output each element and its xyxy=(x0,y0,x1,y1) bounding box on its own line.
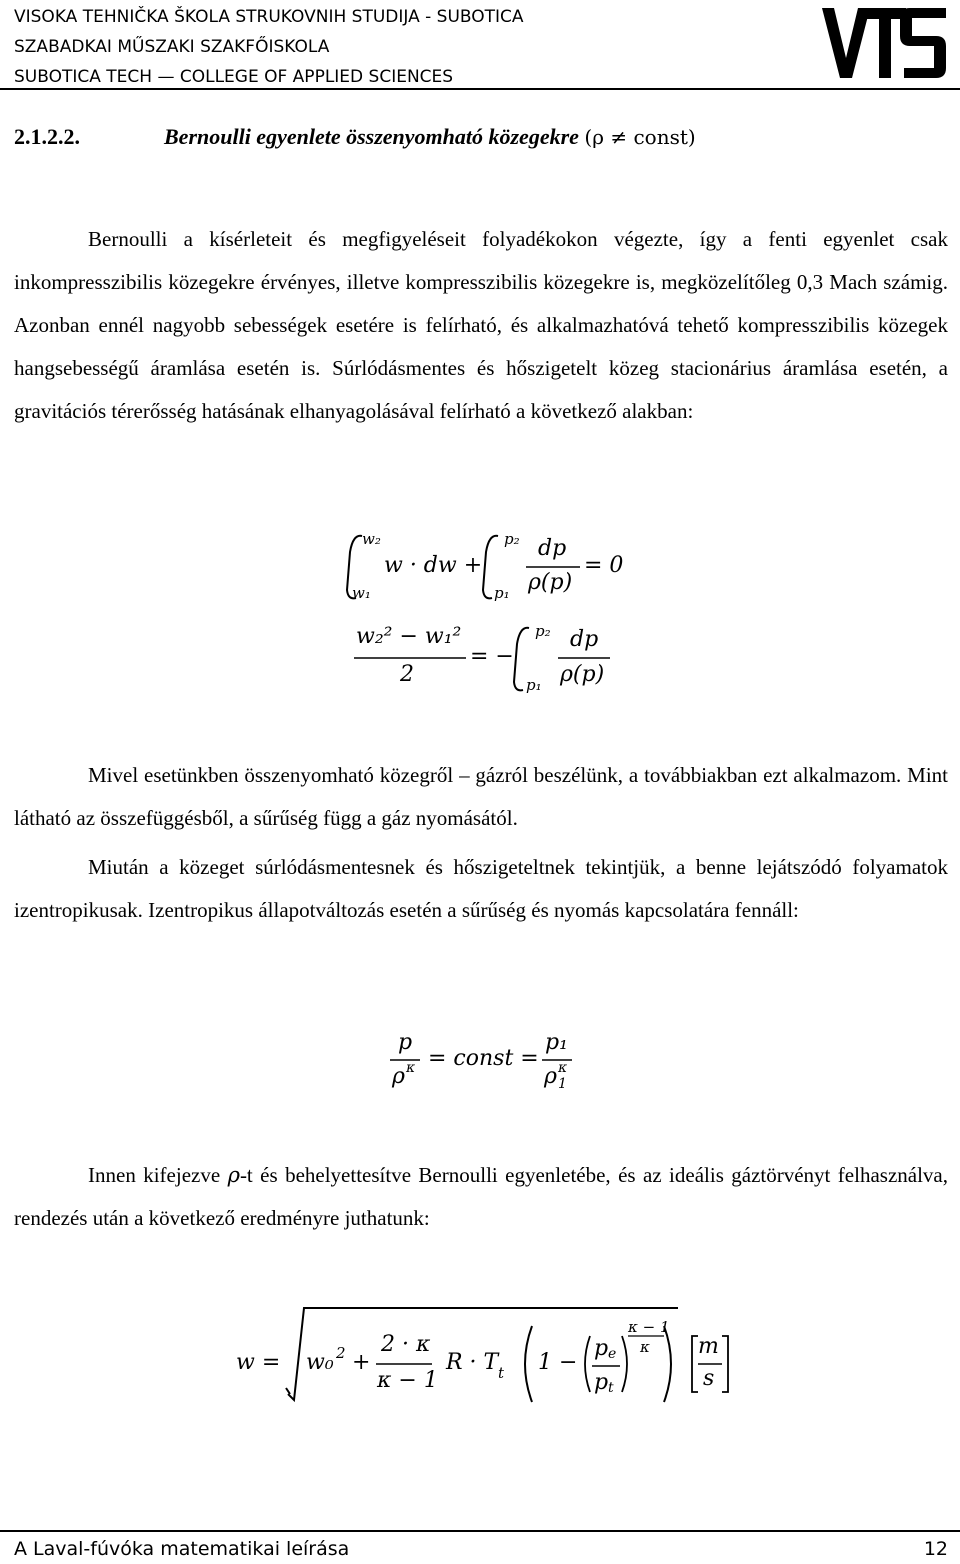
eq1-lower-limit-p: p₁ xyxy=(494,584,510,602)
eq3-right-numerator: p₁ xyxy=(545,1030,568,1055)
eq4-pressure-total-subscript: t xyxy=(608,1380,614,1396)
eq4-exponent-denominator: κ xyxy=(640,1338,650,1356)
eq3-numerator: p xyxy=(398,1030,413,1055)
eq2-lower-limit: p₁ xyxy=(526,676,542,694)
eq1-numerator: dp xyxy=(538,536,567,561)
eq3-denominator-exponent: κ xyxy=(406,1060,416,1076)
eq1-upper-limit-w: w₂ xyxy=(362,530,381,548)
eq2-numerator: w₂² − w₁² xyxy=(356,624,462,649)
eq4-plus: + xyxy=(352,1350,371,1375)
paragraph-substitution-text-b: -t és behelyettesítve Bernoulli egyenletébe, és az ideális gáztörvényt felhasználva, rendezés után a következő eredményre juthatunk: xyxy=(14,1163,948,1230)
eq1-upper-limit-p: p₂ xyxy=(504,530,520,548)
eq4-gas-constant-temperature: R · T xyxy=(446,1350,499,1375)
paragraph-isentropic-text: Miután a közeget súrlódásmentesnek és hőszigeteltnek tekintjük, a benne lejátszódó folyamatok izentropikusak. Izentropikus állapotváltozás esetén a sűrűség és nyomás kapcsolatára fennáll: xyxy=(14,855,948,922)
paragraph-intro-text: Bernoulli a kísérleteit és megfigyeléseit folyadékokon végezte, így a fenti egyenlet csak inkompresszibilis közegekre érvényes, illetve kompresszibilis közegekre is, megközelítőleg 0,3 Mach számig. Azonban ennél nagyobb sebességek esetére is felírható, és alkalmazhatóvá tehető kompresszibilis közegek hangsebességű áramlása esetén is. Súrlódásmentes és hőszigetelt közeg stacionárius áramlása esetén, a gravitációs térerősség hatásának elhanyagolásával felírható a következő alakban: xyxy=(14,227,948,423)
eq4-one-minus: 1 − xyxy=(538,1350,578,1375)
eq4-pressure-exit: p xyxy=(594,1336,609,1361)
eq4-unit-numerator: m xyxy=(698,1334,719,1359)
eq2-denominator: 2 xyxy=(400,662,414,687)
eq2-upper-limit: p₂ xyxy=(535,622,551,640)
page-number: 12 xyxy=(923,1538,948,1560)
section-number: 2.1.2.2. xyxy=(14,124,80,149)
eq2-integral-numerator: dp xyxy=(570,627,599,652)
eq3-right-denominator: ρ xyxy=(544,1064,557,1089)
eq4-w0: w₀ xyxy=(306,1350,334,1375)
footer-divider xyxy=(0,1530,960,1532)
eq3-right-denominator-subscript: 1 xyxy=(558,1076,567,1092)
eq4-temperature-subscript: t xyxy=(498,1364,505,1382)
section-condition: (ρ ≠ const) xyxy=(584,125,696,149)
eq3-middle: = const = xyxy=(428,1046,539,1071)
eq4-unit-denominator: s xyxy=(703,1366,715,1391)
eq4-pressure-total: p xyxy=(594,1370,609,1395)
paragraph-substitution-text-a: Innen kifejezve xyxy=(88,1163,228,1187)
paragraph-substitution-rho: ρ xyxy=(227,1163,240,1187)
eq4-pressure-exit-subscript: e xyxy=(608,1346,617,1362)
institution-name-serbian: VISOKA TEHNIČKA ŠKOLA STRUKOVNIH STUDIJA - SUBOTICA xyxy=(14,7,524,27)
eq4-lhs: w = xyxy=(236,1350,281,1375)
eq1-integrand-w: w · dw + xyxy=(384,553,483,578)
eq4-fraction-denominator: κ − 1 xyxy=(377,1368,438,1393)
section-title: Bernoulli egyenlete összenyomható közegekre xyxy=(164,124,579,149)
eq4-exponent-numerator: κ − 1 xyxy=(628,1318,670,1336)
eq2-equals-minus: = − xyxy=(470,644,514,669)
eq1-rhs: = 0 xyxy=(584,553,624,578)
footer-title: A Laval-fúvóka matematikai leírása xyxy=(14,1538,350,1560)
institution-name-hungarian: SZABADKAI MŰSZAKI SZAKFŐISKOLA xyxy=(14,37,330,57)
eq1-denominator: ρ(p) xyxy=(528,570,573,595)
eq4-fraction-numerator: 2 · κ xyxy=(381,1332,431,1357)
institution-name-english: SUBOTICA TECH — COLLEGE OF APPLIED SCIENCES xyxy=(14,67,454,87)
eq3-denominator: ρ xyxy=(392,1064,405,1089)
eq4-w0-exponent: 2 xyxy=(336,1344,346,1362)
eq1-lower-limit-w: w₁ xyxy=(352,584,371,602)
paragraph-compressible-text: Mivel esetünkben összenyomható közegről – gázról beszélünk, a továbbiakban ezt alkalmazom. Mint látható az összefüggésből, a sűrűség függ a gáz nyomásától. xyxy=(14,763,948,830)
eq3-right-denominator-exponent: κ xyxy=(558,1060,568,1076)
eq2-integral-denominator: ρ(p) xyxy=(560,662,605,687)
